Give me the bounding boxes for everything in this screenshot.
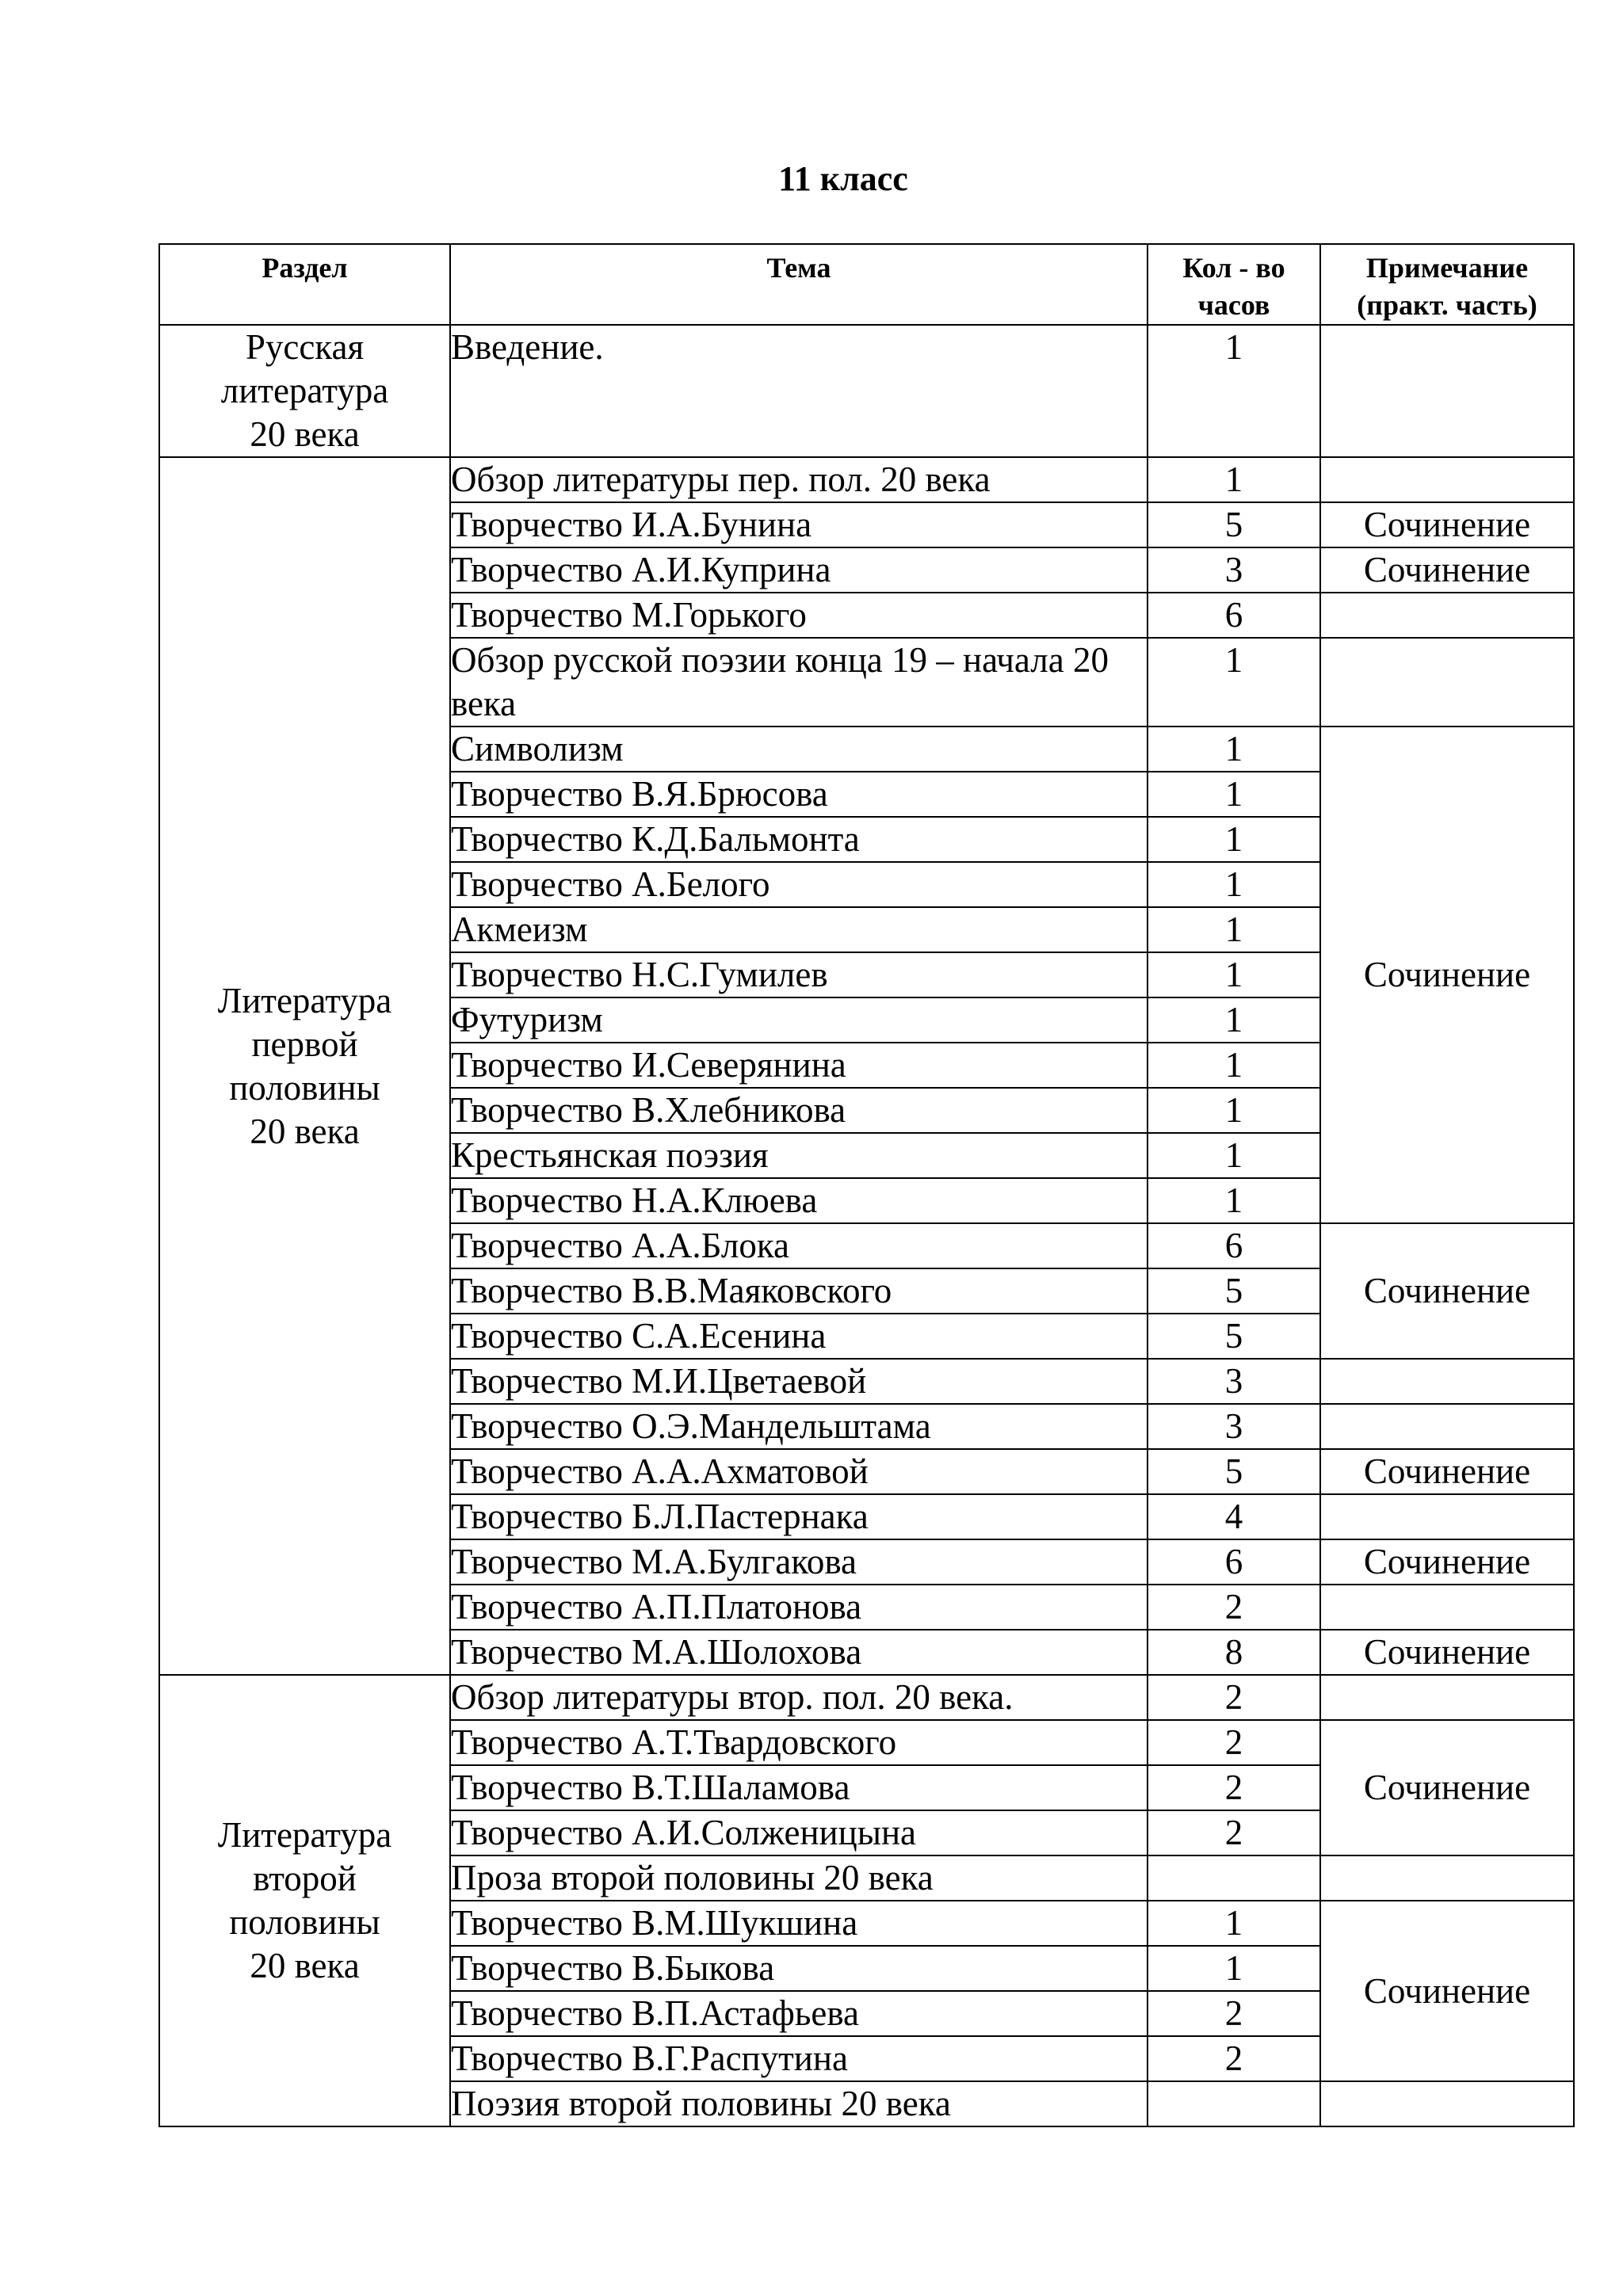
topic-cell: Творчество М.А.Булгакова — [450, 1539, 1148, 1585]
table-header — [159, 244, 1574, 325]
hours-cell: 1 — [1148, 457, 1320, 502]
topic-cell: Творчество М.Горького — [450, 593, 1148, 638]
note-cell — [1320, 1675, 1574, 1720]
topic-cell: Творчество А.А.Блока — [450, 1223, 1148, 1268]
topic-cell: Творчество А.Белого — [450, 862, 1148, 907]
topic-cell: Творчество И.А.Бунина — [450, 502, 1148, 547]
hours-cell: 2 — [1148, 2036, 1320, 2081]
topic-cell: Акмеизм — [450, 907, 1148, 952]
hours-cell: 1 — [1148, 1088, 1320, 1133]
topic-cell: Творчество А.П.Платонова — [450, 1585, 1148, 1630]
note-cell — [1320, 1359, 1574, 1404]
header-section: Раздел — [159, 244, 450, 325]
note-cell — [1320, 1404, 1574, 1449]
section-cell — [159, 325, 450, 457]
hours-cell: 3 — [1148, 547, 1320, 593]
note-cell: Сочинение — [1320, 1539, 1574, 1585]
topic-cell: Творчество И.Северянина — [450, 1043, 1148, 1088]
topic-cell: Творчество М.А.Шолохова — [450, 1630, 1148, 1675]
note-cell — [1320, 2081, 1574, 2126]
hours-cell: 5 — [1148, 1449, 1320, 1494]
note-cell: Сочинение — [1320, 1223, 1574, 1359]
hours-cell: 5 — [1148, 1268, 1320, 1314]
note-cell: Сочинение — [1320, 1720, 1574, 1855]
topic-cell: Творчество В.Я.Брюсова — [450, 772, 1148, 817]
hours-cell: 1 — [1148, 772, 1320, 817]
topic-cell: Творчество Б.Л.Пастернака — [450, 1494, 1148, 1539]
table-row — [159, 325, 1574, 457]
hours-cell: 2 — [1148, 1765, 1320, 1810]
note-cell — [1320, 638, 1574, 727]
topic-cell: Творчество В.Т.Шаламова — [450, 1765, 1148, 1810]
topic-cell: Творчество К.Д.Бальмонта — [450, 817, 1148, 862]
section-label-line: 20 века — [250, 1946, 360, 1985]
section-cell — [159, 457, 450, 1675]
topic-cell: Творчество А.А.Ахматовой — [450, 1449, 1148, 1494]
note-cell — [1320, 325, 1574, 457]
section-label-line: 20 века — [250, 414, 360, 454]
hours-cell: 6 — [1148, 1539, 1320, 1585]
section-label-line: Литература — [217, 980, 392, 1020]
hours-cell: 8 — [1148, 1630, 1320, 1675]
topic-cell: Творчество А.И.Куприна — [450, 547, 1148, 593]
topic-cell: Поэзия второй половины 20 века — [450, 2081, 1148, 2126]
hours-cell: 4 — [1148, 1494, 1320, 1539]
hours-cell: 1 — [1148, 907, 1320, 952]
hours-cell: 1 — [1148, 638, 1320, 727]
hours-cell: 5 — [1148, 502, 1320, 547]
topic-cell: Введение. — [450, 325, 1148, 457]
hours-cell — [1148, 1855, 1320, 1901]
hours-cell: 1 — [1148, 862, 1320, 907]
topic-cell: Обзор литературы пер. пол. 20 века — [450, 457, 1148, 502]
hours-cell: 3 — [1148, 1359, 1320, 1404]
note-cell — [1320, 1585, 1574, 1630]
hours-cell: 1 — [1148, 325, 1320, 457]
hours-cell: 6 — [1148, 593, 1320, 638]
topic-cell: Творчество В.М.Шукшина — [450, 1901, 1148, 1946]
page-title: 11 класс — [778, 159, 908, 198]
note-cell: Сочинение — [1320, 502, 1574, 547]
topic-cell: Творчество Н.А.Клюева — [450, 1178, 1148, 1223]
section-label-line: половины — [229, 1902, 380, 1942]
hours-cell: 1 — [1148, 1043, 1320, 1088]
section-label-line: второй — [253, 1859, 357, 1898]
note-cell: Сочинение — [1320, 1630, 1574, 1675]
hours-cell: 2 — [1148, 1810, 1320, 1855]
topic-cell: Творчество В.В.Маяковского — [450, 1268, 1148, 1314]
section-label-line: Литература — [217, 1815, 392, 1855]
header-note: Примечание (практ. часть) — [1320, 244, 1574, 325]
section-label-line: первой — [251, 1024, 358, 1064]
note-cell: Сочинение — [1320, 1449, 1574, 1494]
note-cell: Сочинение — [1320, 727, 1574, 1223]
topic-cell: Творчество О.Э.Мандельштама — [450, 1404, 1148, 1449]
hours-cell: 3 — [1148, 1404, 1320, 1449]
topic-cell: Творчество А.Т.Твардовского — [450, 1720, 1148, 1765]
topic-cell: Творчество А.И.Солженицына — [450, 1810, 1148, 1855]
topic-cell: Проза второй половины 20 века — [450, 1855, 1148, 1901]
topic-cell: Символизм — [450, 727, 1148, 772]
header-hours: Кол - во часов — [1148, 244, 1320, 325]
topic-cell: Футуризм — [450, 997, 1148, 1043]
topic-cell: Обзор русской поэзии конца 19 – начала 20 века — [450, 638, 1148, 727]
hours-cell: 1 — [1148, 817, 1320, 862]
topic-cell: Творчество В.Хлебникова — [450, 1088, 1148, 1133]
hours-cell: 2 — [1148, 1585, 1320, 1630]
topic-cell: Творчество Н.С.Гумилев — [450, 952, 1148, 997]
note-cell — [1320, 593, 1574, 638]
topic-cell: Творчество В.Быкова — [450, 1946, 1148, 1991]
hours-cell: 1 — [1148, 952, 1320, 997]
topic-cell: Крестьянская поэзия — [450, 1133, 1148, 1178]
header-topic: Тема — [450, 244, 1148, 325]
topic-cell: Творчество М.И.Цветаевой — [450, 1359, 1148, 1404]
note-cell: Сочинение — [1320, 547, 1574, 593]
hours-cell: 5 — [1148, 1314, 1320, 1359]
section-label-line: литература — [220, 371, 389, 410]
hours-cell: 1 — [1148, 1946, 1320, 1991]
note-cell — [1320, 457, 1574, 502]
hours-cell: 1 — [1148, 997, 1320, 1043]
topic-cell: Творчество С.А.Есенина — [450, 1314, 1148, 1359]
note-cell: Сочинение — [1320, 1901, 1574, 2081]
table-row — [159, 457, 1574, 502]
section-label-line: Русская — [245, 327, 365, 367]
topic-cell: Творчество В.Г.Распутина — [450, 2036, 1148, 2081]
topic-cell: Обзор литературы втор. пол. 20 века. — [450, 1675, 1148, 1720]
hours-cell — [1148, 2081, 1320, 2126]
section-cell — [159, 1675, 450, 2126]
hours-cell: 1 — [1148, 1178, 1320, 1223]
topic-cell: Творчество В.П.Астафьева — [450, 1991, 1148, 2036]
table-row — [159, 1675, 1574, 1720]
hours-cell: 6 — [1148, 1223, 1320, 1268]
table-body — [159, 325, 1574, 2126]
note-cell — [1320, 1855, 1574, 1901]
note-cell — [1320, 1494, 1574, 1539]
section-label-line: половины — [229, 1067, 380, 1108]
hours-cell: 2 — [1148, 1675, 1320, 1720]
hours-cell: 1 — [1148, 1133, 1320, 1178]
hours-cell: 1 — [1148, 1901, 1320, 1946]
curriculum-table — [158, 243, 1575, 2127]
hours-cell: 2 — [1148, 1720, 1320, 1765]
hours-cell: 2 — [1148, 1991, 1320, 2036]
section-label-line: 20 века — [250, 1111, 360, 1151]
hours-cell: 1 — [1148, 727, 1320, 772]
